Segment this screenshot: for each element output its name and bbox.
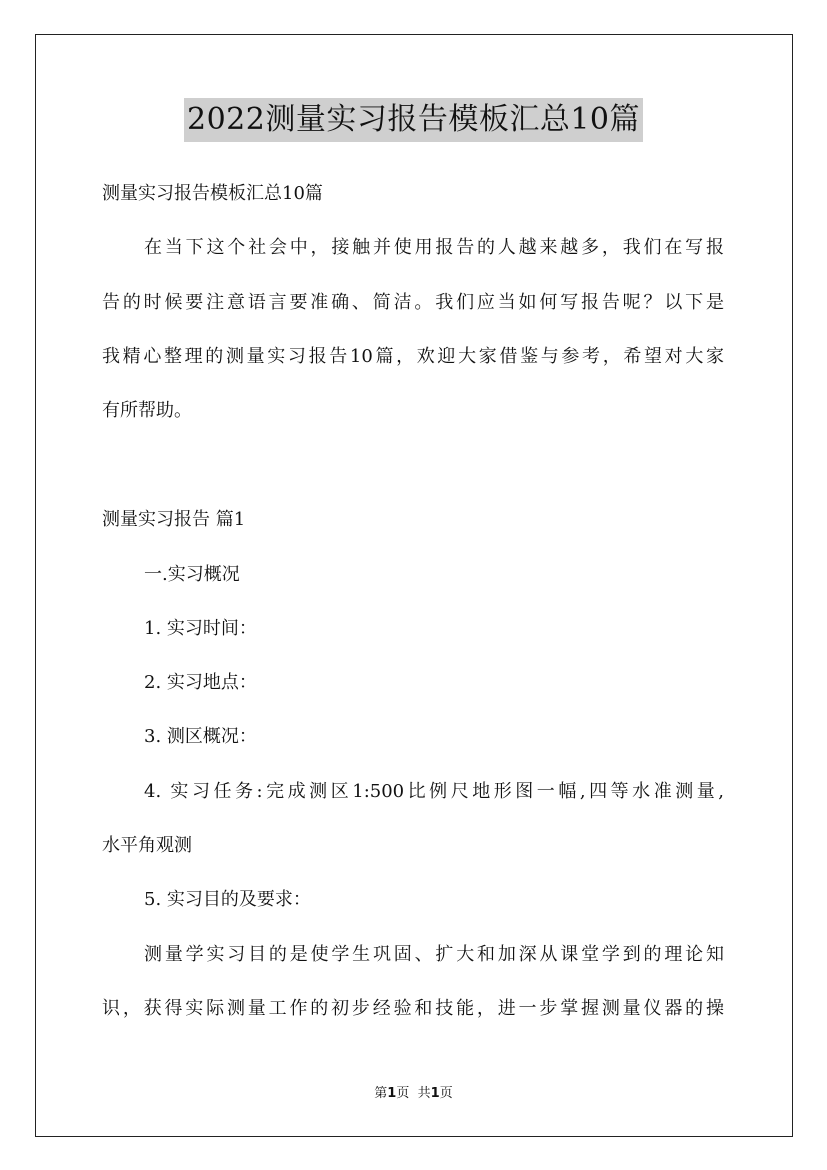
list-item: 3. 测区概况： bbox=[144, 726, 257, 747]
current-page-number: 1 bbox=[387, 1086, 397, 1101]
list-item: 5. 实习目的及要求： bbox=[144, 889, 311, 910]
list-item: 2. 实习地点： bbox=[144, 672, 257, 693]
list-item: 1. 实习时间： bbox=[144, 618, 257, 639]
body-line-1: 测量学实习目的是使学生巩固、扩大和加深从课堂学到的理论知 bbox=[144, 944, 724, 965]
list-item: 4. 实习任务:完成测区1:500比例尺地形图一幅,四等水准测量, bbox=[144, 781, 724, 802]
document-subtitle: 测量实习报告模板汇总10篇 bbox=[102, 183, 323, 204]
list-item: 一.实习概况 bbox=[144, 564, 240, 585]
intro-line-2: 告的时候要注意语言要准确、简洁。我们应当如何写报告呢？以下是 bbox=[102, 292, 724, 313]
intro-line-1: 在当下这个社会中，接触并使用报告的人越来越多，我们在写报 bbox=[144, 237, 724, 258]
page-footer: 第1页 共1页 bbox=[374, 1086, 453, 1101]
total-page-number: 1 bbox=[430, 1086, 440, 1101]
intro-line-4: 有所帮助。 bbox=[102, 400, 192, 421]
document-title: 2022测量实习报告模板汇总10篇 bbox=[184, 98, 643, 142]
intro-line-3: 我精心整理的测量实习报告10篇，欢迎大家借鉴与参考，希望对大家 bbox=[102, 346, 724, 367]
body-line-2: 识，获得实际测量工作的初步经验和技能，进一步掌握测量仪器的操 bbox=[102, 998, 724, 1019]
title-container bbox=[0, 98, 827, 142]
section-heading: 测量实习报告 篇1 bbox=[102, 509, 246, 530]
list-item: 水平角观测 bbox=[102, 835, 192, 856]
